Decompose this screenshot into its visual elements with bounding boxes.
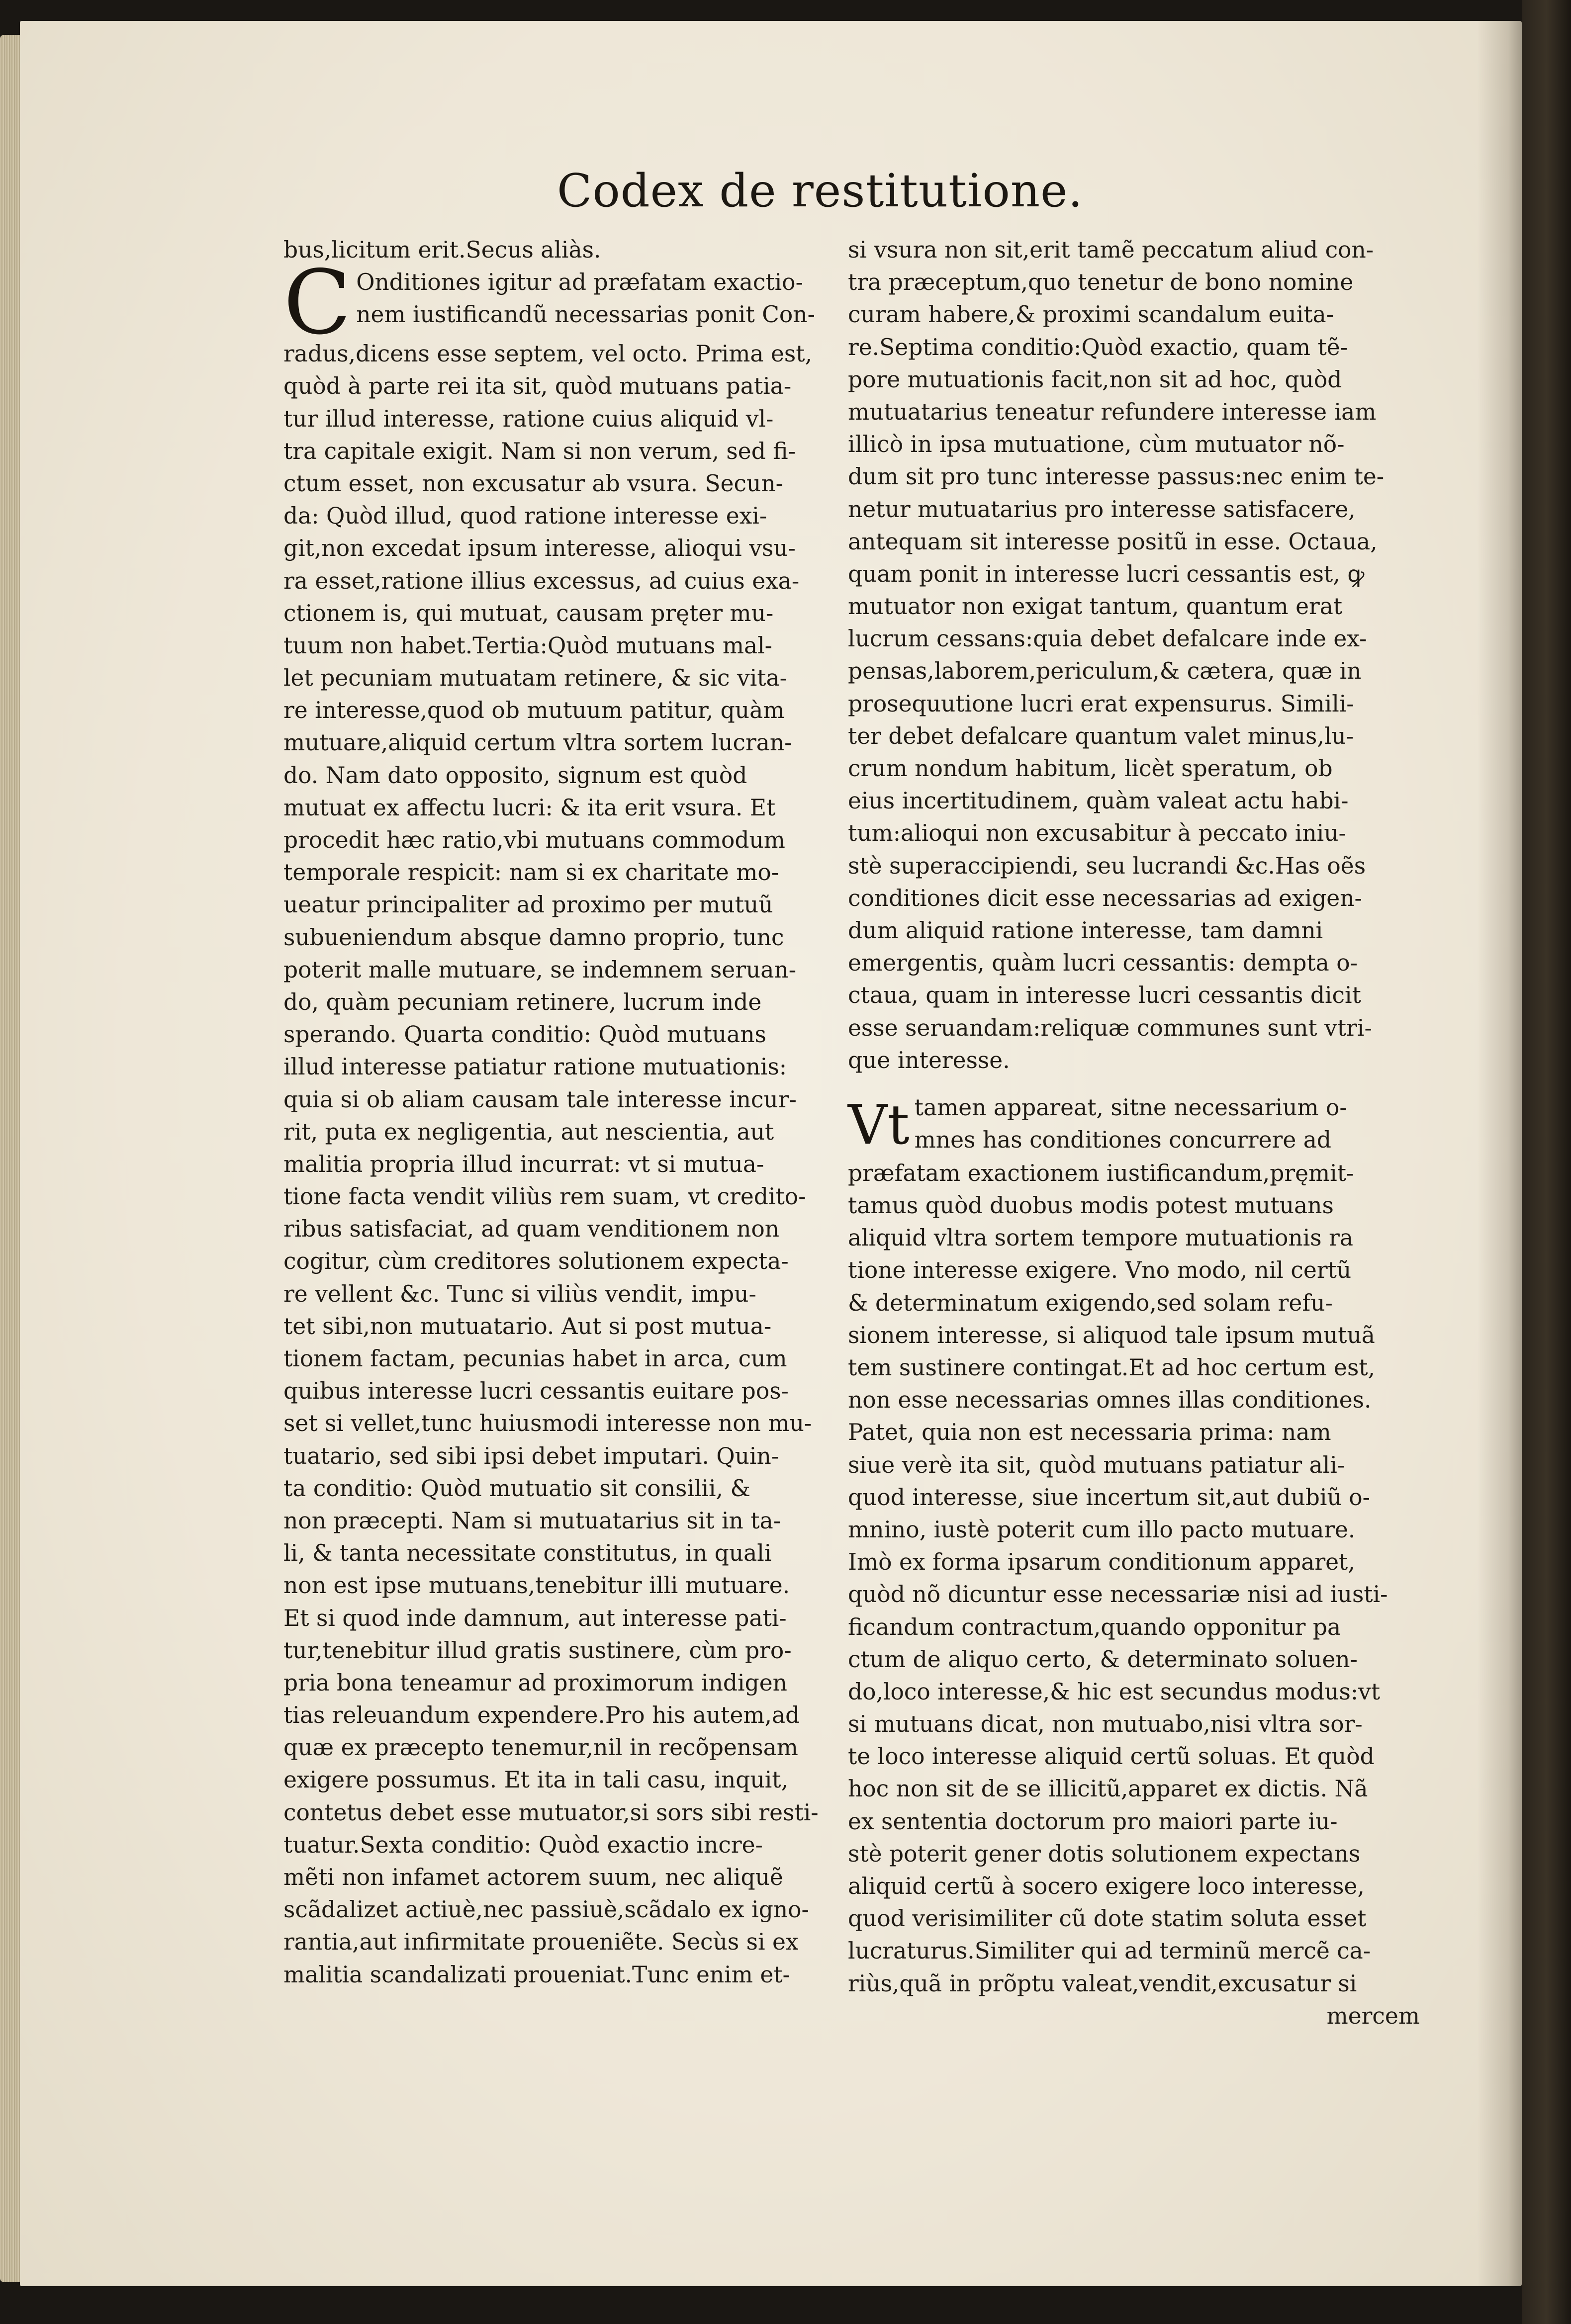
text-line: riùs,quã in prõptu valeat,vendit,excusatur si bbox=[848, 1970, 1357, 1997]
left-column bbox=[283, 234, 855, 1991]
text-line: lucraturus.Similiter qui ad terminũ mercẽ ca- bbox=[848, 1938, 1371, 1965]
text-line: prosequutione lucri erat expensurus. Simili- bbox=[848, 690, 1354, 717]
text-line: da: Quòd illud, quod ratione interesse exi- bbox=[283, 503, 767, 530]
text-line: non est ipse mutuans,tenebitur illi mutuare. bbox=[283, 1572, 790, 1599]
text-line: ctum esset, non excusatur ab vsura. Secun- bbox=[283, 470, 783, 497]
text-line: crum nondum habitum, licèt speratum, ob bbox=[848, 755, 1333, 782]
text-line: & determinatum exigendo,sed solam refu- bbox=[848, 1289, 1333, 1316]
text-line: quòd à parte rei ita sit, quòd mutuans patia- bbox=[283, 373, 792, 400]
text-line: pensas,laborem,periculum,& cætera, quæ in bbox=[848, 658, 1362, 685]
text-line: scãdalizet actiuè,nec passiuè,scãdalo ex igno- bbox=[283, 1896, 809, 1923]
text-line: dum aliquid ratione interesse, tam damni bbox=[848, 917, 1323, 944]
text-line: rantia,aut infirmitate proueniẽte. Secùs si ex bbox=[283, 1929, 799, 1956]
text-line: tuatur.Sexta conditio: Quòd exactio incre- bbox=[283, 1831, 763, 1858]
text-line: si mutuans dicat, non mutuabo,nisi vltra sor- bbox=[848, 1711, 1363, 1738]
text-line: mnes has conditiones concurrere ad bbox=[914, 1127, 1332, 1154]
drop-cap-paragraph bbox=[848, 1091, 1420, 1157]
text-line: quod verisimiliter cũ dote statim soluta esset bbox=[848, 1905, 1367, 1932]
text-line: præfatam exactionem iustificandum,pręmit- bbox=[848, 1160, 1354, 1186]
right-column bbox=[848, 234, 1420, 2032]
text-line: quam ponit in interesse lucri cessantis est, ꝙ bbox=[848, 560, 1365, 587]
text-line: eius incertitudinem, quàm valeat actu habi- bbox=[848, 788, 1349, 814]
text-line: tione facta vendit viliùs rem suam, vt credito- bbox=[283, 1183, 806, 1210]
text-line: emergentis, quàm lucri cessantis: dempta o- bbox=[848, 950, 1358, 977]
text-line: si vsura non sit,erit tamẽ peccatum aliud con- bbox=[848, 237, 1374, 263]
text-line: quòd nõ dicuntur esse necessariæ nisi ad iusti- bbox=[848, 1581, 1388, 1608]
text-line: Et si quod inde damnum, aut interesse pati- bbox=[283, 1605, 787, 1631]
text-line: tra capitale exigit. Nam si non verum, sed fi- bbox=[283, 438, 796, 464]
text-line: tuatario, sed sibi ipsi debet imputari. Quin- bbox=[283, 1442, 779, 1469]
text-line: curam habere,& proximi scandalum euita- bbox=[848, 301, 1334, 328]
text-line: illicò in ipsa mutuatione, cùm mutuator nõ- bbox=[848, 431, 1345, 458]
text-line: dum sit pro tunc interesse passus:nec enim te- bbox=[848, 463, 1385, 490]
text-line: non præcepti. Nam si mutuatarius sit in ta- bbox=[283, 1507, 781, 1534]
text-line: netur mutuatarius pro interesse satisfacere, bbox=[848, 496, 1356, 523]
text-line: tur,tenebitur illud gratis sustinere, cùm pro- bbox=[283, 1637, 792, 1664]
drop-cap: C bbox=[283, 251, 352, 355]
text-line: temporale respicit: nam si ex charitate mo- bbox=[283, 859, 779, 886]
text-line: tem sustinere contingat.Et ad hoc certum est, bbox=[848, 1354, 1376, 1381]
text-line: antequam sit interesse positũ in esse. Octaua, bbox=[848, 528, 1378, 555]
text-line: do,loco interesse,& hic est secundus modus:vt bbox=[848, 1678, 1381, 1705]
text-line: ueatur principaliter ad proximo per mutuũ bbox=[283, 892, 773, 918]
text-line: ctionem is, qui mutuat, causam pręter mu- bbox=[283, 600, 774, 626]
text-line: stè superaccipiendi, seu lucrandi &c.Has oẽs bbox=[848, 852, 1366, 879]
text-line: tione interesse exigere. Vno modo, nil certũ bbox=[848, 1257, 1352, 1284]
text-line: cogitur, cùm creditores solutionem expecta- bbox=[283, 1248, 789, 1275]
text-line: quibus interesse lucri cessantis euitare pos- bbox=[283, 1378, 789, 1405]
text-line: mẽti non infamet actorem suum, nec aliquẽ bbox=[283, 1864, 783, 1890]
text-line: sionem interesse, si aliquod tale ipsum mutuã bbox=[848, 1322, 1375, 1348]
text-line: radus,dicens esse septem, vel octo. Prima est, bbox=[283, 341, 813, 367]
text-line: siue verè ita sit, quòd mutuans patiatur ali- bbox=[848, 1451, 1345, 1478]
text-line: re interesse,quod ob mutuum patitur, quàm bbox=[283, 697, 785, 724]
text-line: Onditiones igitur ad præfatam exactio- bbox=[356, 269, 803, 296]
text-line: pore mutuationis facit,non sit ad hoc, quòd bbox=[848, 366, 1342, 393]
text-line: let pecuniam mutuatam retinere, & sic vita- bbox=[283, 665, 788, 692]
text-line: que interesse. bbox=[848, 1047, 1010, 1073]
text-line: mutuat ex affectu lucri: & ita erit vsura. Et bbox=[283, 794, 776, 821]
text-line: do. Nam dato opposito, signum est quòd bbox=[283, 762, 747, 789]
text-line: ta conditio: Quòd mutuatio sit consilii, & bbox=[283, 1475, 751, 1502]
text-line: git,non excedat ipsum interesse, alioqui vsu- bbox=[283, 535, 796, 562]
text-line: tet sibi,non mutuatario. Aut si post mutua- bbox=[283, 1313, 772, 1340]
text-line: ctum de aliquo certo, & determinato soluen- bbox=[848, 1646, 1358, 1673]
text-line: subueniendum absque damno proprio, tunc bbox=[283, 924, 784, 951]
text-line: mutuare,aliquid certum vltra sortem lucran- bbox=[283, 729, 792, 756]
text-line: tra præceptum,quo tenetur de bono nomine bbox=[848, 269, 1354, 296]
text-line: rit, puta ex negligentia, aut nescientia, aut bbox=[283, 1118, 774, 1145]
text-line: sperando. Quarta conditio: Quòd mutuans bbox=[283, 1021, 766, 1048]
text-line: malitia scandalizati proueniat.Tunc enim et- bbox=[283, 1961, 790, 1988]
text-line: esse seruandam:reliquæ communes sunt vtri- bbox=[848, 1014, 1372, 1041]
binding-edge bbox=[1522, 0, 1571, 2324]
text-line: li, & tanta necessitate constitutus, in quali bbox=[283, 1540, 772, 1567]
text-line: quæ ex præcepto tenemur,nil in recõpensam bbox=[283, 1734, 798, 1761]
running-head: Codex de restitutione. bbox=[557, 164, 1083, 217]
text-line: non esse necessarias omnes illas conditiones. bbox=[848, 1387, 1372, 1414]
text-line: tionem factam, pecunias habet in arca, cum bbox=[283, 1345, 787, 1372]
gutter-shadow bbox=[1477, 21, 1522, 2286]
text-line: tias releuandum expendere.Pro his autem,ad bbox=[283, 1702, 800, 1729]
catchword: mercem bbox=[1326, 2002, 1420, 2029]
text-line: mnino, iustè poterit cum illo pacto mutuare. bbox=[848, 1516, 1356, 1543]
text-line: mutuator non exigat tantum, quantum erat bbox=[848, 593, 1343, 620]
text-line: tamus quòd duobus modis potest mutuans bbox=[848, 1192, 1334, 1219]
text-line: quod interesse, siue incertum sit,aut dubiũ o- bbox=[848, 1484, 1370, 1511]
text-line: do, quàm pecuniam retinere, lucrum inde bbox=[283, 988, 762, 1015]
text-line: aliquid vltra sortem tempore mutuationis ra bbox=[848, 1225, 1353, 1251]
text-line: ter debet defalcare quantum valet minus,lu- bbox=[848, 722, 1354, 749]
text-line: ex sententia doctorum pro maiori parte iu- bbox=[848, 1808, 1338, 1835]
text-line: malitia propria illud incurrat: vt si mutua- bbox=[283, 1151, 764, 1177]
text-line: stè poterit gener dotis solutionem expectans bbox=[848, 1840, 1361, 1867]
text-line: re.Septima conditio:Quòd exactio, quam tẽ- bbox=[848, 334, 1348, 360]
text-line: tum:alioqui non excusabitur à peccato iniu- bbox=[848, 820, 1346, 847]
text-line: exigere possumus. Et ita in tali casu, inquit, bbox=[283, 1767, 789, 1793]
text-line: tuum non habet.Tertia:Quòd mutuans mal- bbox=[283, 632, 773, 659]
text-line: ribus satisfaciat, ad quam venditionem non bbox=[283, 1216, 780, 1243]
text-line: poterit malle mutuare, se indemnem seruan- bbox=[283, 956, 797, 983]
text-line: conditiones dicit esse necessarias ad exigen- bbox=[848, 885, 1362, 911]
text-line: tamen appareat, sitne necessarium o- bbox=[914, 1094, 1347, 1121]
text-line: ficandum contractum,quando opponitur pa bbox=[848, 1613, 1341, 1640]
text-line: ra esset,ratione illius excessus, ad cuius exa- bbox=[283, 567, 800, 594]
text-line: re vellent &c. Tunc si viliùs vendit, impu- bbox=[283, 1280, 756, 1307]
text-line: set si vellet,tunc huiusmodi interesse non mu- bbox=[283, 1410, 812, 1437]
text-line: contetus debet esse mutuator,si sors sibi resti- bbox=[283, 1799, 819, 1826]
drop-cap: Vt bbox=[848, 1092, 910, 1157]
text-line: lucrum cessans:quia debet defalcare inde ex- bbox=[848, 626, 1367, 652]
text-line: hoc non sit de se illicitũ,apparet ex dictis. Nã bbox=[848, 1776, 1368, 1802]
text-line: procedit hæc ratio,vbi mutuans commodum bbox=[283, 827, 785, 853]
text-line: bus,licitum erit.Secus aliàs. bbox=[283, 237, 601, 263]
text-line: quia si ob aliam causam tale interesse incur- bbox=[283, 1086, 797, 1113]
text-line: mutuatarius teneatur refundere interesse iam bbox=[848, 398, 1377, 425]
text-line: ctaua, quam in interesse lucri cessantis dicit bbox=[848, 982, 1361, 1009]
text-line: aliquid certũ à socero exigere loco interesse, bbox=[848, 1873, 1365, 1899]
text-line: nem iustificandũ necessarias ponit Con- bbox=[356, 301, 815, 328]
text-line: pria bona teneamur ad proximorum indigen bbox=[283, 1669, 787, 1696]
text-line: Imò ex forma ipsarum conditionum apparet, bbox=[848, 1549, 1355, 1576]
text-line: tur illud interesse, ratione cuius aliquid vl- bbox=[283, 405, 774, 432]
text-line: Patet, quia non est necessaria prima: nam bbox=[848, 1419, 1331, 1446]
text-line: te loco interesse aliquid certũ soluas. Et quòd bbox=[848, 1743, 1375, 1770]
text-line: illud interesse patiatur ratione mutuationis: bbox=[283, 1054, 787, 1080]
